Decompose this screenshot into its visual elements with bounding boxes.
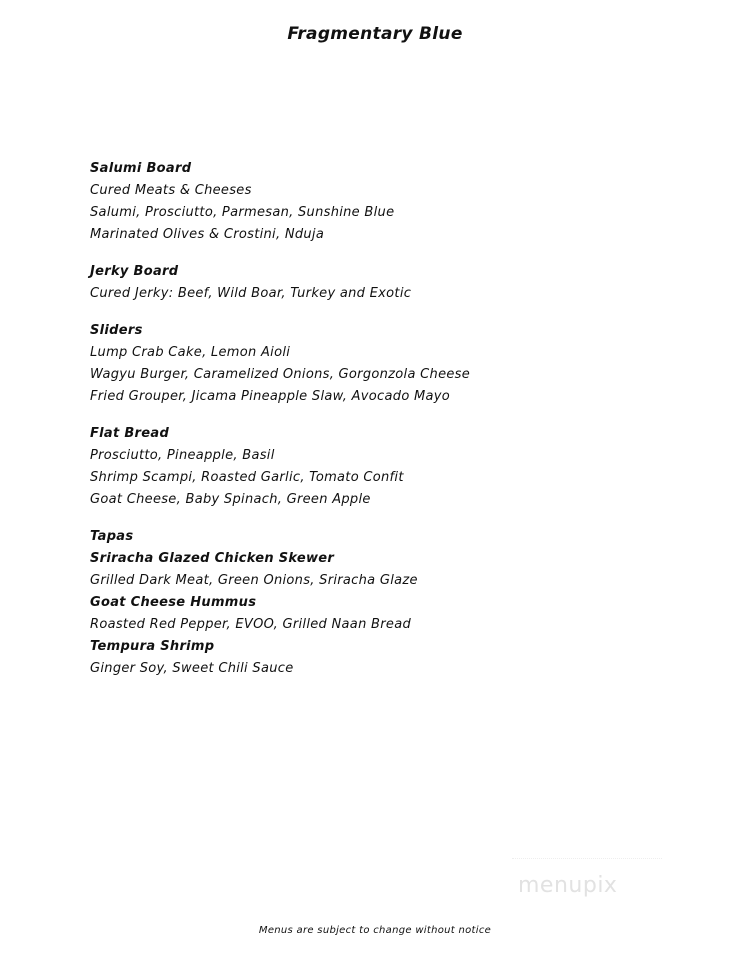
menu-item-description: Grilled Dark Meat, Green Onions, Sriracha Glaze — [90, 573, 418, 588]
menu-item-description: Goat Cheese, Baby Spinach, Green Apple — [90, 492, 371, 507]
menu-item-description: Wagyu Burger, Caramelized Onions, Gorgonzola Cheese — [90, 367, 471, 382]
menu-item-description: Roasted Red Pepper, EVOO, Grilled Naan Bread — [90, 617, 412, 632]
menu-item-heading: Goat Cheese Hummus — [90, 595, 257, 610]
menu-item-description: Marinated Olives & Crostini, Nduja — [90, 227, 325, 242]
watermark-logo-text: menupix — [518, 873, 618, 898]
menu-item-description: Shrimp Scampi, Roasted Garlic, Tomato Confit — [90, 470, 404, 485]
menu-section — [90, 423, 690, 511]
menu-item-heading: Tempura Shrimp — [90, 639, 215, 654]
menu-section — [90, 261, 690, 305]
menu-section — [90, 526, 690, 680]
menupix-watermark — [512, 858, 662, 907]
menu-item-description: Cured Jerky: Beef, Wild Boar, Turkey and Exotic — [90, 286, 412, 301]
menu-section — [90, 158, 690, 246]
menu-item-description: Cured Meats & Cheeses — [90, 183, 252, 198]
menu-item-description: Prosciutto, Pineapple, Basil — [90, 448, 275, 463]
menu-item-heading: Flat Bread — [90, 426, 170, 441]
menu-item-description: Ginger Soy, Sweet Chili Sauce — [90, 661, 294, 676]
menu-item-description: Fried Grouper, Jicama Pineapple Slaw, Avocado Mayo — [90, 389, 451, 404]
menu-section — [90, 320, 690, 408]
footer-notice: Menus are subject to change without notice — [258, 925, 492, 936]
menu-item-description: Lump Crab Cake, Lemon Aioli — [90, 345, 291, 360]
menu-title: Fragmentary Blue — [287, 24, 463, 44]
menu-item-heading: Sliders — [90, 323, 143, 338]
menu-body — [90, 158, 690, 695]
menu-item-heading: Salumi Board — [90, 161, 192, 176]
menu-item-heading: Tapas — [90, 529, 134, 544]
menu-item-heading: Jerky Board — [90, 264, 179, 279]
menu-item-heading: Sriracha Glazed Chicken Skewer — [90, 551, 335, 566]
menu-item-description: Salumi, Prosciutto, Parmesan, Sunshine Blue — [90, 205, 395, 220]
